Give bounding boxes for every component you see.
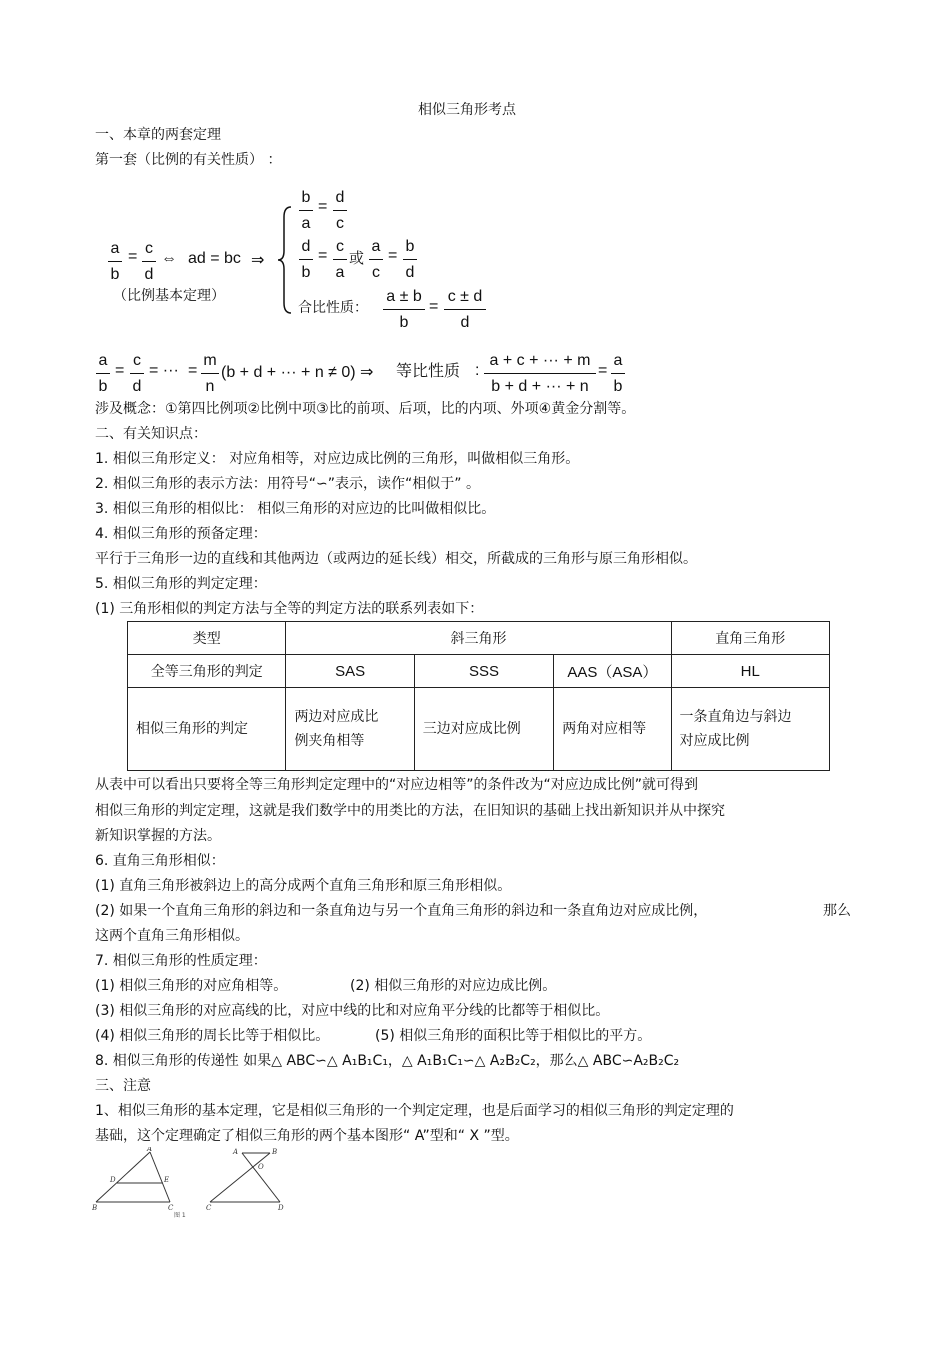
- table-row: [128, 622, 830, 655]
- deng-bi-label: 等比性质: [396, 361, 461, 380]
- label-O: O: [258, 1163, 264, 1171]
- equals-sign: =: [598, 362, 608, 379]
- sum-condition: (b + d + ··· + n ≠ 0) ⇒: [221, 364, 374, 381]
- label-E: E: [164, 1176, 170, 1184]
- fraction-a-over-c: $\frac{a}{c}$: [369, 236, 383, 284]
- equals-sign: =: [318, 198, 328, 215]
- fraction-sum-ratio: $\frac{a + c + \cdot\cdot\cdot + m}{b + d + \cdot\cdot\cdot + n}$: [484, 350, 596, 398]
- section-3-heading: 三、注意: [95, 1078, 151, 1094]
- basic-theorem-note: （比例基本定理）: [113, 288, 225, 304]
- label-A: A: [147, 1147, 153, 1153]
- note-1-line-1: 1、相似三角形的基本定理，它是相似三角形的一个判定定理，也是后面学习的相似三角形的判定定理的: [95, 1103, 734, 1119]
- table-cell: 相似三角形的判定: [128, 688, 286, 771]
- point-7-4: (4) 相似三角形的周长比等于相似比。: [95, 1028, 330, 1044]
- or-text: 或: [349, 249, 365, 267]
- page-title: 相似三角形考点: [418, 102, 516, 118]
- table-header-type: 类型: [128, 622, 286, 655]
- equals-sign: =: [115, 362, 125, 379]
- point-8: 8. 相似三角形的传递性 如果△ ABC∽△ A₁B₁C₁，△ A₁B₁C₁∽△ A₂B₂C₂，那么△ ABC∽A₂B₂C₂: [95, 1053, 680, 1069]
- table-row: [128, 655, 830, 688]
- point-6-2-cont: 这两个直角三角形相似。: [95, 928, 249, 944]
- table-cell: 一条直角边与斜边 对应成比例: [671, 688, 829, 771]
- fraction-b-over-a: $\frac{b}{a}$: [299, 187, 313, 235]
- fraction-c-over-d: $\frac{c}{d}$: [142, 238, 156, 286]
- figure-caption: 图 1: [174, 1212, 186, 1219]
- table-cell: SAS: [286, 655, 414, 688]
- fraction-a-over-b: $\frac{a}{b}$: [96, 350, 110, 398]
- point-6-1: (1) 直角三角形被斜边上的高分成两个直角三角形和原三角形相似。: [95, 878, 512, 894]
- equals-sign: =: [128, 248, 138, 265]
- point-6: 6. 直角三角形相似：: [95, 853, 225, 869]
- point-2: 2. 相似三角形的表示方法：用符号“∽”表示，读作“相似于” 。: [95, 476, 480, 492]
- table-cell: 全等三角形的判定: [128, 655, 286, 688]
- note-1-line-2: 基础，这个定理确定了相似三角形的两个基本图形“ A”型和“ X ”型。: [95, 1128, 519, 1144]
- fraction-c-pm-d-over-d: $\frac{c \pm d}{d}$: [444, 286, 486, 334]
- point-7-2: (2) 相似三角形的对应边成比例。: [350, 978, 557, 994]
- equals-sign: =: [318, 247, 328, 264]
- fraction-m-over-n: $\frac{m}{n}$: [201, 350, 219, 398]
- point-7-5: (5) 相似三角形的面积比等于相似比的平方。: [375, 1028, 652, 1044]
- label-B: B: [92, 1204, 98, 1212]
- iff-symbol: ⇔: [161, 250, 177, 267]
- after-table-line-2: 相似三角形的判定定理，这就是我们数学中的用类比的方法，在旧知识的基础上找出新知识并从中探究: [95, 803, 725, 819]
- fraction-c-over-d: $\frac{c}{d}$: [130, 350, 144, 398]
- table-header-right: 直角三角形: [671, 622, 829, 655]
- table-cell: HL: [671, 655, 829, 688]
- fraction-a-over-b: $\frac{a}{b}$: [611, 350, 625, 398]
- implies-symbol: ⇒: [251, 252, 265, 269]
- fraction-c-over-a: $\frac{c}{a}$: [333, 236, 347, 284]
- point-7: 7. 相似三角形的性质定理：: [95, 953, 267, 969]
- fraction-a-over-b: $\frac{a}{b}$: [108, 238, 122, 286]
- point-4-text: 平行于三角形一边的直线和其他两边（或两边的延长线）相交，所截成的三角形与原三角形相似。: [95, 551, 697, 567]
- equals-sign: =: [388, 247, 398, 264]
- colon: :: [475, 362, 480, 379]
- label-A-x: A: [233, 1148, 239, 1156]
- table-cell: SSS: [414, 655, 553, 688]
- table-cell: 三边对应成比例: [414, 688, 553, 771]
- equals-sign: =: [188, 362, 198, 379]
- comparison-table: [127, 621, 830, 771]
- figure-1-similar-triangles: [92, 1147, 292, 1219]
- brace-icon: [276, 205, 294, 315]
- section-2-heading: 二、有关知识点：: [95, 426, 207, 442]
- table-cell: 两角对应相等: [554, 688, 671, 771]
- label-C: C: [168, 1204, 174, 1212]
- point-5: 5. 相似三角形的判定定理：: [95, 576, 267, 592]
- table-header-oblique: 斜三角形: [286, 622, 671, 655]
- label-D: D: [110, 1176, 116, 1184]
- ellipsis-equals: = ···: [149, 362, 179, 379]
- point-7-3: (3) 相似三角形的对应高线的比，对应中线的比和对应角平分线的比都等于相似比。: [95, 1003, 610, 1019]
- point-5-1: (1) 三角形相似的判定方法与全等的判定方法的联系列表如下：: [95, 601, 484, 617]
- point-1: 1. 相似三角形定义： 对应角相等，对应边成比例的三角形，叫做相似三角形。: [95, 451, 580, 467]
- ad-equals-bc: ad = bc: [188, 250, 241, 267]
- after-table-line-3: 新知识掌握的方法。: [95, 828, 221, 844]
- section-1-heading: 一、本章的两套定理: [95, 127, 221, 143]
- he-bi-label: 合比性质：: [298, 300, 368, 316]
- table-cell: AAS（ASA）: [554, 655, 671, 688]
- point-3: 3. 相似三角形的相似比： 相似三角形的对应边的比叫做相似比。: [95, 501, 496, 517]
- label-D-x: D: [278, 1204, 284, 1212]
- label-B-x: B: [272, 1148, 278, 1156]
- after-table-line-1: 从表中可以看出只要将全等三角形判定定理中的“对应边相等”的条件改为“对应边成比例”就可得到: [95, 777, 699, 793]
- concepts-line: 涉及概念：①第四比例项②比例中项③比的前项、后项，比的内项、外项④黄金分割等。: [95, 401, 636, 417]
- point-4: 4. 相似三角形的预备定理：: [95, 526, 267, 542]
- table-cell: 两边对应成比 例夹角相等: [286, 688, 414, 771]
- point-6-2: (2) 如果一个直角三角形的斜边和一条直角边与另一个直角三角形的斜边和一条直角边对应成比例，: [95, 903, 708, 919]
- fraction-b-over-d: $\frac{b}{d}$: [403, 236, 417, 284]
- point-6-2-tail: 那么: [823, 903, 851, 919]
- fraction-a-pm-b-over-b: $\frac{a \pm b}{b}$: [383, 286, 425, 334]
- label-C-x: C: [206, 1204, 212, 1212]
- set-1-heading: 第一套（比例的有关性质） ：: [95, 152, 282, 168]
- point-7-1: (1) 相似三角形的对应角相等。: [95, 978, 288, 994]
- fraction-d-over-c: $\frac{d}{c}$: [333, 187, 347, 235]
- equals-sign: =: [429, 298, 439, 315]
- table-row: [128, 688, 830, 771]
- fraction-d-over-b: $\frac{d}{b}$: [299, 236, 313, 284]
